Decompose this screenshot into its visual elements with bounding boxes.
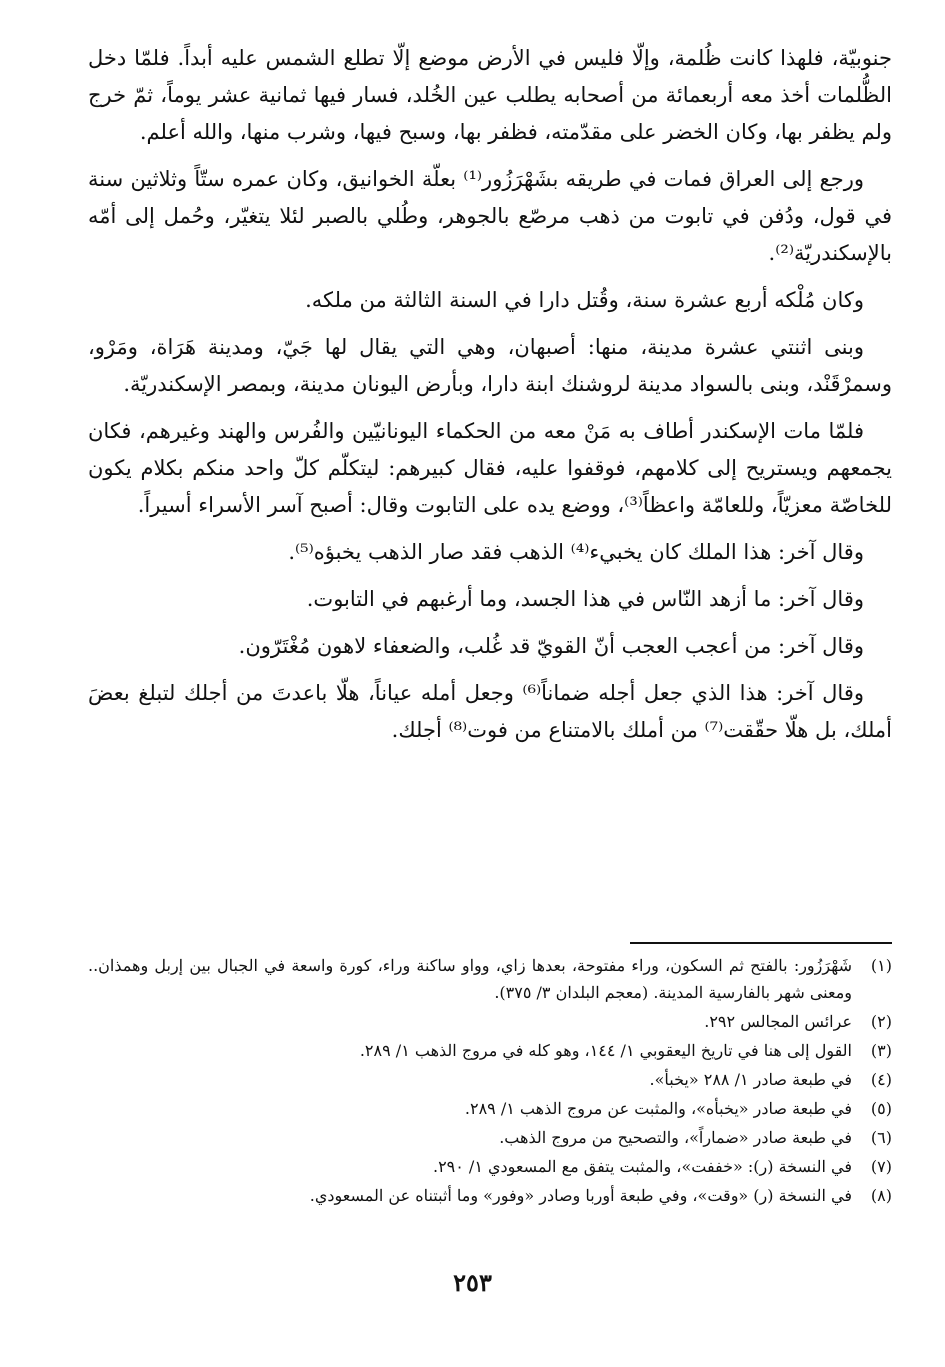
paragraph: فلمّا مات الإسكندر أطاف به مَنْ معه من الحكماء اليونانيّين والفُرس والهند وغيرهم، فكان يجمعهم ويستريح إلى كلامهم، فوقفوا عليه، فقال كبيرهم: ليتكلّم كلّ واحد منكم بكلام يكون للخاصّة معزيّاً، وللعامّة واعظاً⁽³⁾، ووضع يده على التابوت وقال: أصبح آسر الأسراء أسيراً. bbox=[88, 419, 892, 517]
footnote bbox=[88, 1037, 892, 1064]
footnote-number: (٧) bbox=[870, 1157, 892, 1176]
footnote bbox=[88, 1182, 892, 1209]
paragraph: وقال آخر: هذا الملك كان يخبيء⁽⁴⁾ الذهب فقد صار الذهب يخبؤه⁽⁵⁾. bbox=[288, 540, 864, 564]
footnote-divider bbox=[630, 942, 892, 944]
footnote-text: القول إلى هنا في تاريخ اليعقوبي ١/ ١٤٤، وهو كله في مروج الذهب ١/ ٢٨٩. bbox=[359, 1041, 852, 1060]
footnote bbox=[88, 1095, 892, 1122]
footnote-text: شَهْرَزُور: بالفتح ثم السكون، وراء مفتوحة، بعدها زاي، وواو ساكنة وراء، كورة واسعة في الجبال بين إربل وهمذان.. ومعنى شهر بالفارسية المدينة. (معجم البلدان ٣/ ٣٧٥). bbox=[88, 956, 852, 1002]
footnote-text: في طبعة صادر ١/ ٢٨٨ «يخبأ». bbox=[649, 1070, 852, 1089]
paragraph: وقال آخر: ما أزهد النّاس في هذا الجسد، وما أرغبهم في التابوت. bbox=[306, 587, 864, 611]
paragraph: وبنى اثنتي عشرة مدينة، منها: أصبهان، وهي التي يقال لها جَيّ، ومدينة هَرَاة، ومَرْو، وسمرْقَنْد، وبنى بالسواد مدينة لروشنك ابنة دارا، وبأرض اليونان مدينة، وبمصر الإسكندريّة. bbox=[88, 335, 892, 396]
footnote-number: (٢) bbox=[870, 1012, 892, 1031]
footnote-text: في النسخة (ر): «خففت»، والمثبت يتفق مع المسعودي ١/ ٢٩٠. bbox=[432, 1157, 852, 1176]
footnote-number: (٦) bbox=[870, 1128, 892, 1147]
footnote-text: في النسخة (ر) «وقت»، وفي طبعة أوربا وصادر «وفور» وما أثبتناه عن المسعودي. bbox=[309, 1186, 852, 1205]
footnote bbox=[88, 1124, 892, 1151]
footnotes bbox=[88, 952, 892, 1211]
footnote-number: (٥) bbox=[870, 1099, 892, 1118]
paragraph: وكان مُلْكه أربع عشرة سنة، وقُتل دارا في السنة الثالثة من ملكه. bbox=[305, 288, 864, 312]
footnote-number: (٨) bbox=[870, 1186, 892, 1205]
paragraph: ورجع إلى العراق فمات في طريقه بشَهْرَزُور⁽¹⁾ بعلّة الخوانيق، وكان عمره ستّاً وثلاثين سنة في قول، ودُفن في تابوت من ذهب مرصّع بالجوهر، وطُلي بالصبر لئلا يتغيّر، وحُمل إلى أمّه بالإسكندريّة⁽²⁾. bbox=[88, 167, 892, 265]
main-text bbox=[88, 40, 892, 759]
footnote bbox=[88, 1066, 892, 1093]
footnote-text: في طبعة صادر «يخبأه»، والمثبت عن مروج الذهب ١/ ٢٨٩. bbox=[464, 1099, 852, 1118]
footnote-text: في طبعة صادر «ضماراً»، والتصحيح من مروج الذهب. bbox=[499, 1128, 852, 1147]
footnote bbox=[88, 952, 892, 1006]
footnote-text: عرائس المجالس ٢٩٢. bbox=[704, 1012, 852, 1031]
footnote-number: (٣) bbox=[870, 1041, 892, 1060]
footnote bbox=[88, 1008, 892, 1035]
footnote-number: (٤) bbox=[870, 1070, 892, 1089]
footnote bbox=[88, 1153, 892, 1180]
paragraph: وقال آخر: من أعجب العجب أنّ القويّ قد غُلب، والضعفاء لاهون مُغْتَرّون. bbox=[238, 634, 864, 658]
paragraph: وقال آخر: هذا الذي جعل أجله ضماناً⁽⁶⁾ وجعل أمله عياناً، هلّا باعدتَ من أجلك لتبلغ بعضَ أملك، بل هلّا حقّقت⁽⁷⁾ من أملك بالامتناع من فوت⁽⁸⁾ أجلك. bbox=[88, 681, 892, 742]
paragraph: جنوبيّة، فلهذا كانت ظُلمة، وإلّا فليس في الأرض موضع إلّا تطلع الشمس عليه أبداً. فلمّا دخل الظُّلمات أخذ معه أربعمائة من أصحابه يطلب عين الخُلد، فسار فيها ثمانية عشر يوماً، ثمّ خرج ولم يظفر بها، وكان الخضر على مقدّمته، فظفر بها، وسبح فيها، وشرب منها، والله أعلم. bbox=[88, 46, 892, 144]
page-number: ٢٥٣ bbox=[453, 1268, 492, 1297]
footnote-number: (١) bbox=[870, 956, 892, 975]
